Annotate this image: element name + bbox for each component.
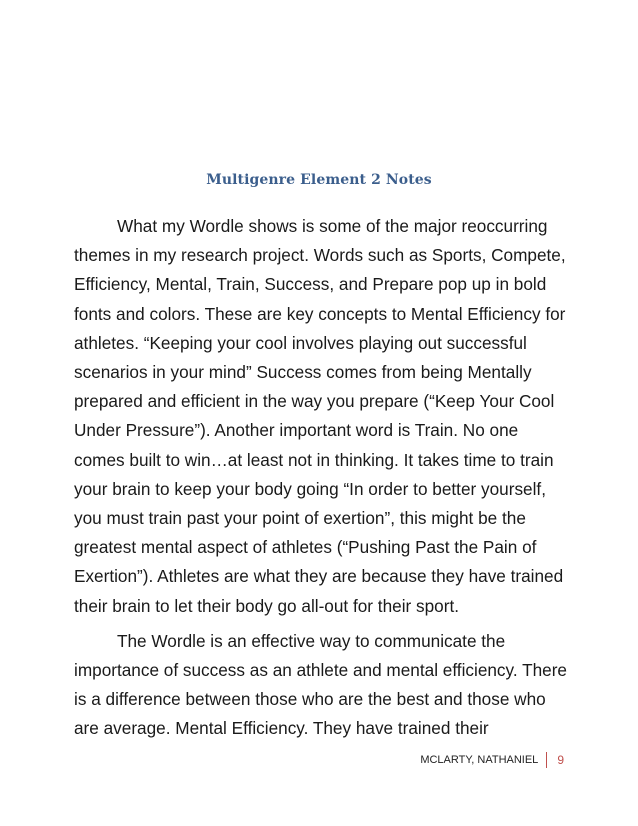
paragraph-1: What my Wordle shows is some of the major reoccurring themes in my research project. Words such as Sports, Compete, Efficiency, Mental, Train, Success, and Prepare pop up in bold fonts and colors. These are key concepts to Mental Efficiency for athletes. “Keeping your cool involves playing out successful scenarios in your mind” Success comes from being Mentally prepared and efficient in the way you prepare (“Keep Your Cool Under Pressure”). Another important word is Train. No one comes built to win…at least not in thinking. It takes time to train your brain to keep your body going “In order to better yourself, you must train past your point of exertion”, this might be the greatest mental aspect of athletes (“Pushing Past the Pain of Exertion”). Athletes are what they are because they have trained their brain to let their body go all-out for their sport. [74,216,566,616]
page-number: 9 [546,752,564,768]
footer-author: MCLARTY, NATHANIEL [420,754,539,766]
document-title: Multigenre Element 2 Notes [206,172,432,188]
page-footer [420,752,564,768]
paragraph-2: The Wordle is an effective way to communicate the importance of success as an athlete and mental efficiency. There is a difference between those who are the best and those who are average. Mental Efficiency. They have trained their [74,630,567,739]
document-body [74,212,568,750]
